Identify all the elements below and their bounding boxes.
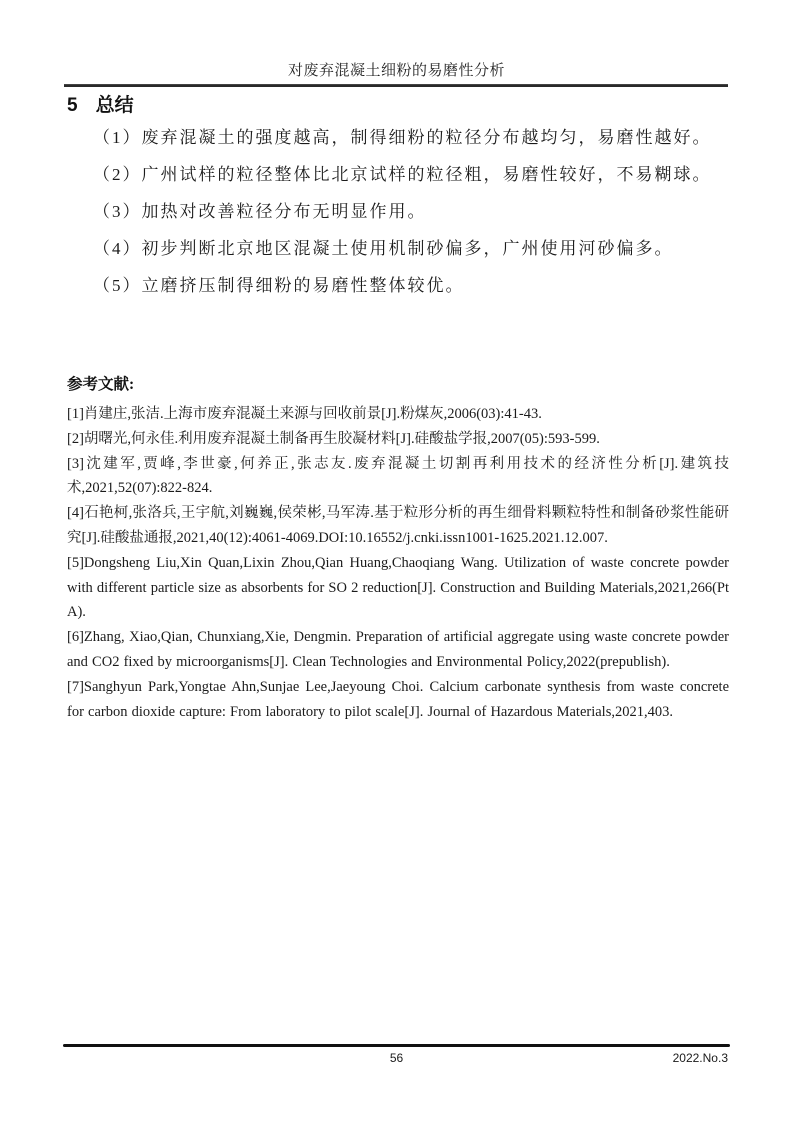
reference-item: [4]石艳柯,张洛兵,王宇航,刘巍巍,侯荣彬,马军涛.基于粒形分析的再生细骨料颗粒特性和制备砂浆性能研究[J].硅酸盐通报,2021,40(12):4061-4069.DOI:10.16552/j.cnki.issn1001-1625.2021.12.007. <box>67 505 729 546</box>
footer-rule <box>63 1044 730 1047</box>
page-header-title: 对废弃混凝土细粉的易磨性分析 <box>287 63 505 79</box>
conclusions-list <box>67 127 729 312</box>
reference-item: [3]沈建军,贾峰,李世豪,何养正,张志友.废弃混凝土切割再利用技术的经济性分析[J].建筑技术,2021,52(07):822-824. <box>67 455 729 497</box>
section-title: 总结 <box>95 95 134 116</box>
reference-item: [6]Zhang, Xiao,Qian, Chunxiang,Xie, Dengmin. Preparation of artificial aggregate using waste concrete powder and CO2 fixed by microorganisms[J]. Clean Technologies and Environmental Policy,2022(prepublish). <box>67 629 729 670</box>
footer-issue-label: 2022.No.3 <box>672 1051 728 1065</box>
reference-item: [5]Dongsheng Liu,Xin Quan,Lixin Zhou,Qian Huang,Chaoqiang Wang. Utilization of waste concrete powder with different particle size as absorbents for SO 2 reduction[J]. Construction and Building Materials,2021,266(Pt A). <box>67 554 729 621</box>
section-number: 5 <box>67 95 78 116</box>
section-heading <box>67 90 134 117</box>
header-rule <box>64 84 728 87</box>
conclusion-item: （1）废弃混凝土的强度越高，制得细粉的粒径分布越均匀，易磨性越好。 <box>93 128 712 147</box>
reference-item: [7]Sanghyun Park,Yongtae Ahn,Sunjae Lee,Jaeyoung Choi. Calcium carbonate synthesis from waste concrete for carbon dioxide capture: From laboratory to pilot scale[J]. Journal of Hazardous Materials,2021,403. <box>67 678 729 720</box>
conclusion-item: （4）初步判断北京地区混凝土使用机制砂偏多，广州使用河砂偏多。 <box>93 239 674 258</box>
conclusion-item: （3）加热对改善粒径分布无明显作用。 <box>93 202 427 221</box>
reference-item: [2]胡曙光,何永佳.利用废弃混凝土制备再生胶凝材料[J].硅酸盐学报,2007(05):593-599. <box>67 430 600 447</box>
footer-page-number: 56 <box>389 1051 404 1065</box>
reference-item: [1]肖建庄,张洁.上海市废弃混凝土来源与回收前景[J].粉煤灰,2006(03):41-43. <box>67 406 542 422</box>
references-heading: 参考文献: <box>67 376 135 393</box>
conclusion-item: （2）广州试样的粒径整体比北京试样的粒径粗，易磨性较好，不易糊球。 <box>93 165 712 184</box>
page-footer <box>63 1051 730 1069</box>
references-section <box>67 372 729 724</box>
conclusion-item: （5）立磨挤压制得细粉的易磨性整体较优。 <box>93 276 465 295</box>
